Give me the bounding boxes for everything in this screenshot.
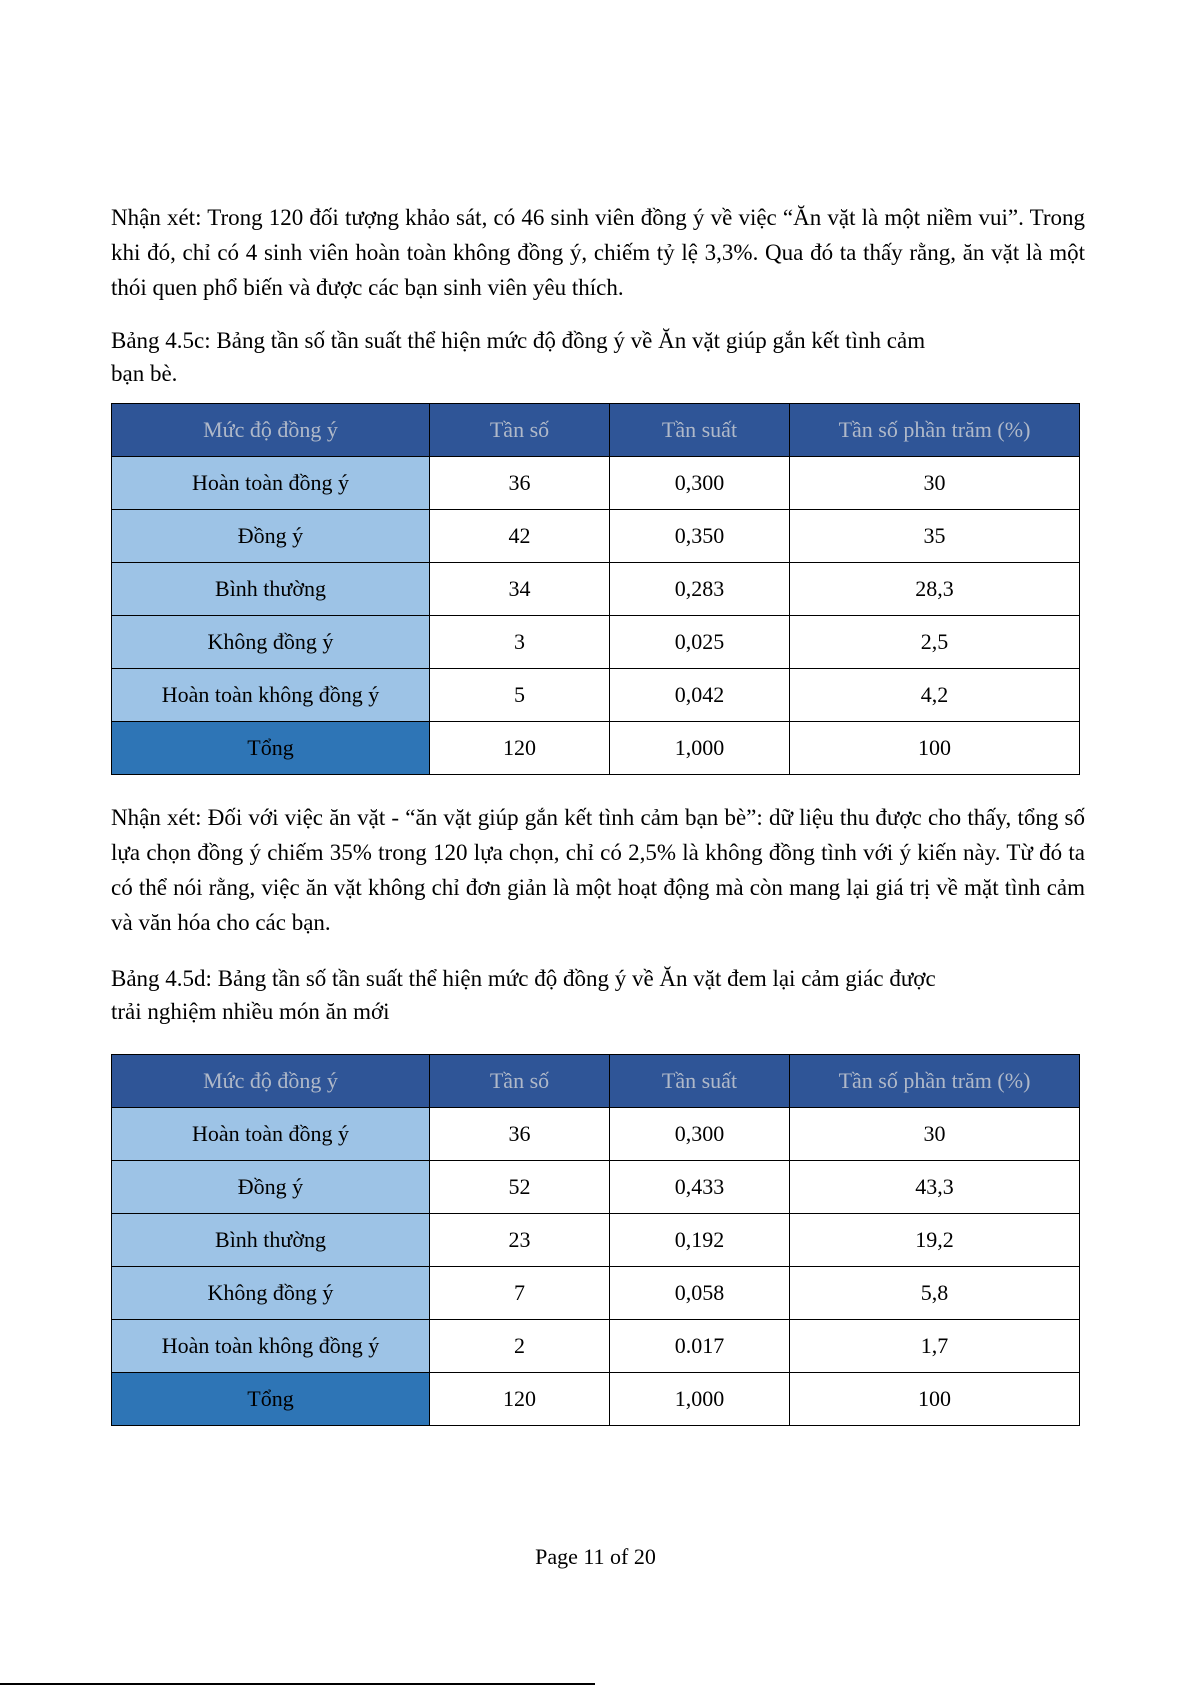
cell-percent: 35	[790, 510, 1080, 563]
table-row	[112, 1214, 1080, 1267]
cell-frequency: 23	[430, 1214, 610, 1267]
cell-relative-frequency: 1,000	[610, 1373, 790, 1426]
table-total-row	[112, 722, 1080, 775]
cell-frequency: 34	[430, 563, 610, 616]
table-row	[112, 669, 1080, 722]
cell-frequency: 5	[430, 669, 610, 722]
table-row	[112, 1108, 1080, 1161]
paragraph-comment-1: Nhận xét: Trong 120 đối tượng khảo sát, có 46 sinh viên đồng ý về việc “Ăn vặt là một niềm vui”. Trong khi đó, chỉ có 4 sinh viên hoàn toàn không đồng ý, chiếm tỷ lệ 3,3%. Qua đó ta thấy rằng, ăn vặt là một thói quen phổ biến và được các bạn sinh viên yêu thích.	[111, 205, 1085, 300]
cell-relative-frequency: 0,350	[610, 510, 790, 563]
table-c-caption-line2: bạn bè.	[111, 361, 178, 386]
paragraph-comment-2: Nhận xét: Đối với việc ăn vặt - “ăn vặt giúp gắn kết tình cảm bạn bè”: dữ liệu thu được cho thấy, tổng số lựa chọn đồng ý chiếm 35% trong 120 lựa chọn, chỉ có 2,5% là không đồng tình với ý kiến này. Từ đó ta có thể nói rằng, việc ăn vặt không chỉ đơn giản là một hoạt động mà còn mang lại giá trị về mặt tình cảm và văn hóa cho các bạn.	[111, 805, 1085, 935]
table-row	[112, 457, 1080, 510]
cell-percent: 28,3	[790, 563, 1080, 616]
cell-percent: 43,3	[790, 1161, 1080, 1214]
table-d-caption-line1: Bảng 4.5d: Bảng tần số tần suất thể hiện mức độ đồng ý về Ăn vặt đem lại cảm giác được	[111, 966, 936, 991]
cell-relative-frequency: 0,025	[610, 616, 790, 669]
header-cell: Tần suất	[610, 1055, 790, 1108]
table-row	[112, 1320, 1080, 1373]
cell-frequency: 36	[430, 457, 610, 510]
cell-percent: 1,7	[790, 1320, 1080, 1373]
cell-percent: 30	[790, 1108, 1080, 1161]
cell-relative-frequency: 0,300	[610, 1108, 790, 1161]
cell-relative-frequency: 1,000	[610, 722, 790, 775]
row-label: Hoàn toàn không đồng ý	[112, 1320, 430, 1373]
header-cell: Mức độ đồng ý	[112, 404, 430, 457]
header-cell: Tần số	[430, 1055, 610, 1108]
cell-frequency: 7	[430, 1267, 610, 1320]
cell-percent: 19,2	[790, 1214, 1080, 1267]
row-label: Hoàn toàn không đồng ý	[112, 669, 430, 722]
row-label: Không đồng ý	[112, 616, 430, 669]
header-cell: Tần suất	[610, 404, 790, 457]
table-d	[111, 1054, 1080, 1426]
cell-frequency: 52	[430, 1161, 610, 1214]
row-label: Bình thường	[112, 1214, 430, 1267]
cell-relative-frequency: 0,192	[610, 1214, 790, 1267]
page-number: Page 11 of 20	[535, 1544, 656, 1569]
cell-relative-frequency: 0,433	[610, 1161, 790, 1214]
row-label: Bình thường	[112, 563, 430, 616]
cell-percent: 100	[790, 1373, 1080, 1426]
cell-relative-frequency: 0,058	[610, 1267, 790, 1320]
table-c-caption	[111, 324, 1085, 390]
cell-percent: 5,8	[790, 1267, 1080, 1320]
row-label: Đồng ý	[112, 510, 430, 563]
header-cell: Tần số phần trăm (%)	[790, 404, 1080, 457]
header-cell: Tần số	[430, 404, 610, 457]
table-c	[111, 403, 1080, 775]
table-row	[112, 1267, 1080, 1320]
row-label: Đồng ý	[112, 1161, 430, 1214]
table-c-header-row	[112, 404, 1080, 457]
table-d-caption-line2: trải nghiệm nhiều món ăn mới	[111, 999, 390, 1024]
header-cell: Tần số phần trăm (%)	[790, 1055, 1080, 1108]
table-row	[112, 563, 1080, 616]
table-c-caption-line1: Bảng 4.5c: Bảng tần số tần suất thể hiện mức độ đồng ý về Ăn vặt giúp gắn kết tình cảm	[111, 328, 926, 353]
row-label-total: Tổng	[112, 1373, 430, 1426]
cell-percent: 2,5	[790, 616, 1080, 669]
header-cell: Mức độ đồng ý	[112, 1055, 430, 1108]
cell-percent: 100	[790, 722, 1080, 775]
cell-percent: 30	[790, 457, 1080, 510]
table-row	[112, 616, 1080, 669]
cell-relative-frequency: 0,042	[610, 669, 790, 722]
cell-frequency: 120	[430, 1373, 610, 1426]
cell-relative-frequency: 0,300	[610, 457, 790, 510]
cell-frequency: 36	[430, 1108, 610, 1161]
table-row	[112, 1161, 1080, 1214]
cell-frequency: 3	[430, 616, 610, 669]
cell-frequency: 120	[430, 722, 610, 775]
cell-frequency: 42	[430, 510, 610, 563]
row-label: Hoàn toàn đồng ý	[112, 457, 430, 510]
row-label: Hoàn toàn đồng ý	[112, 1108, 430, 1161]
table-d-header-row	[112, 1055, 1080, 1108]
cell-frequency: 2	[430, 1320, 610, 1373]
table-row	[112, 510, 1080, 563]
table-total-row	[112, 1373, 1080, 1426]
row-label-total: Tổng	[112, 722, 430, 775]
cell-percent: 4,2	[790, 669, 1080, 722]
table-d-caption	[111, 962, 1085, 1028]
row-label: Không đồng ý	[112, 1267, 430, 1320]
cell-relative-frequency: 0.017	[610, 1320, 790, 1373]
cell-relative-frequency: 0,283	[610, 563, 790, 616]
